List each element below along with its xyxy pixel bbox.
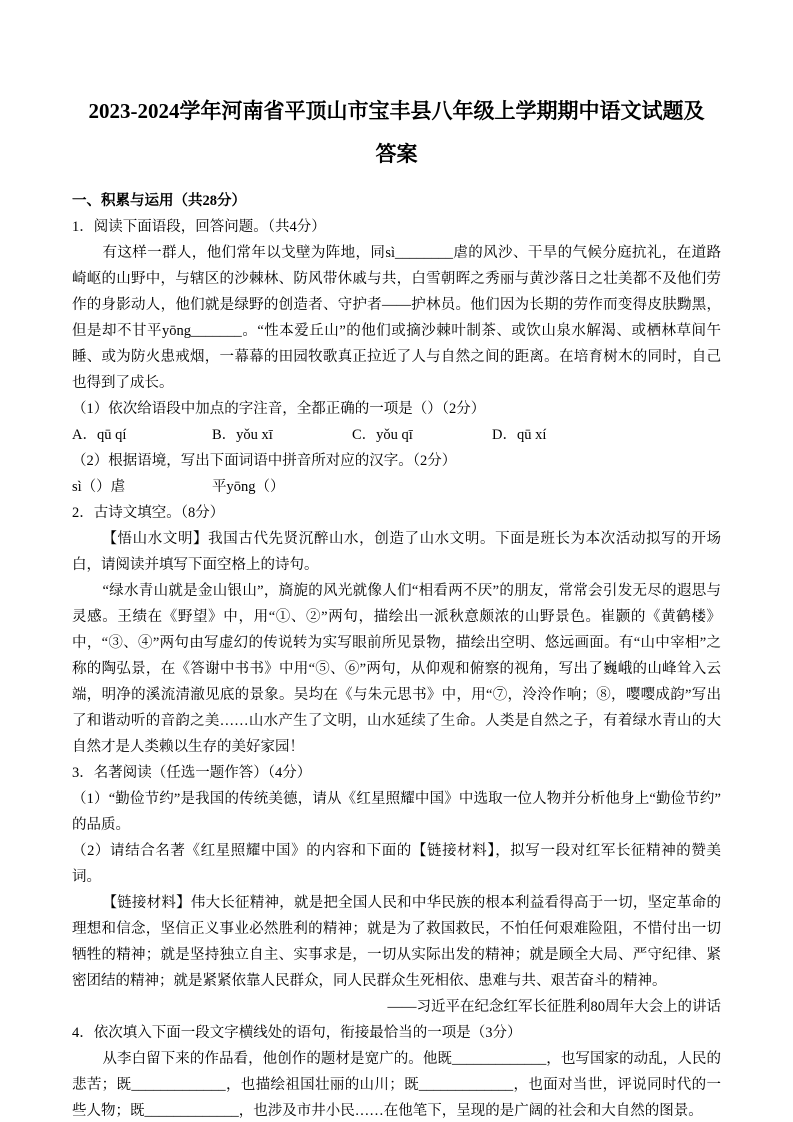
question-1-stem: 1．阅读下面语段，回答问题。（共4分）	[72, 219, 326, 235]
question-1-sub-1: （1）依次给语段中加点的字注音，全都正确的一项是（）（2分）	[72, 401, 486, 417]
question-4-stem: 4．依次填入下面一段文字横线处的语句，衔接最恰当的一项是（3分）	[72, 1025, 522, 1041]
question-3-sub-2: （2）请结合名著《红星照耀中国》的内容和下面的【链接材料】，拟写一段对红军长征精神的赞美词。	[72, 843, 721, 885]
option-b: B．yǒu xī	[212, 427, 273, 443]
question-4-passage: 从李白留下来的作品看，他创作的题材是宽广的。他既_____________，也写国家的动乱，人民的悲苦；既_____________，也描绘祖国壮丽的山川；既_____________，也面对当世，评说同时代的一些人物；既_____________，也涉及市井小民……在他笔下，呈现的是广阔的社会和大自然的图景。	[72, 1051, 721, 1119]
question-3-attribution: ——习近平在纪念红军长征胜利80周年大会上的讲话	[387, 999, 721, 1015]
blank-ping-yong: 平yōng（）	[212, 479, 285, 495]
blank-si-nue: sì（）虐	[72, 479, 126, 495]
document-title	[72, 90, 721, 176]
question-2-passage: “绿水青山就是金山银山”，旖旎的风光就像人们“相看两不厌”的朋友，常常会引发无尽的遐思与灵感。王绩在《野望》中，用“①、②”两句，描绘出一派秋意颇浓的山野景色。崔颢的《黄鹤楼》中，“③、④”两句由写虚幻的传说转为实写眼前所见景物，描绘出空明、悠远画面。有“山中宰相”之称的陶弘景，在《答谢中书书》中用“⑤、⑥”两句，从仰观和俯察的视角，写出了巍峨的山峰耸入云端，明净的溪流清澈见底的景象。吴均在《与朱元思书》中，用“⑦，泠泠作响；⑧，嘤嘤成韵”写出了和谐动听的音韵之美……山水产生了文明，山水延续了生命。人类是自然之子，有着绿水青山的大自然才是人类赖以生存的美好家园！	[72, 583, 721, 755]
question-1-options-row	[72, 422, 721, 448]
option-d: D．qū xí	[492, 427, 547, 443]
option-c: C．yǒu qī	[352, 427, 413, 443]
option-a: A．qū qí	[72, 427, 127, 443]
document-title-line-2: 答案	[375, 142, 418, 166]
question-3-sub-1: （1）“勤俭节约”是我国的传统美德，请从《红星照耀中国》中选取一位人物并分析他身上“勤俭节约”的品质。	[72, 791, 721, 833]
question-2-intro: 【悟山水文明】我国古代先贤沉醉山水，创造了山水文明。下面是班长为本次活动拟写的开场白，请阅读并填写下面空格上的诗句。	[72, 531, 721, 573]
question-3-stem: 3．名著阅读（任选一题作答）（4分）	[72, 765, 312, 781]
section-1-heading: 一、积累与运用（共28分）	[72, 193, 246, 209]
question-1-sub-2: （2）根据语境，写出下面词语中拼音所对应的汉字。（2分）	[72, 453, 457, 469]
question-2-stem: 2．古诗文填空。（8分）	[72, 505, 225, 521]
question-3-link-material: 【链接材料】伟大长征精神，就是把全国人民和中华民族的根本利益看得高于一切，坚定革命的理想和信念，坚信正义事业必然胜利的精神；就是为了救国救民，不怕任何艰难险阻，不惜付出一切牺牲的精神；就是坚持独立自主、实事求是，一切从实际出发的精神；就是顾全大局、严守纪律、紧密团结的精神；就是紧紧依靠人民群众，同人民群众生死相依、患难与共、艰苦奋斗的精神。	[72, 895, 721, 989]
question-1-blank-row	[72, 474, 721, 500]
document-title-line-1: 2023-2024学年河南省平顶山市宝丰县八年级上学期期中语文试题及	[88, 99, 705, 123]
question-1-passage: 有这样一群人，他们常年以戈壁为阵地，同sì________虐的风沙、干旱的气候分庭抗礼，在道路崎岖的山野中，与辖区的沙棘林、防风带休戚与共，白雪朝晖之秀丽与黄沙落日之壮美都不及他们劳作的身影动人，他们就是绿野的创造者、守护者——护林员。他们因为长期的劳作而变得皮肤黝黑，但是却不甘平yōng_______。“性本爱丘山”的他们或摘沙棘叶制茶、或饮山泉水解渴、或栖林草间午睡、或为防火患戒烟，一幕幕的田园牧歌真正拉近了人与自然之间的距离。在培育树木的同时，自己也得到了成长。	[72, 245, 721, 391]
